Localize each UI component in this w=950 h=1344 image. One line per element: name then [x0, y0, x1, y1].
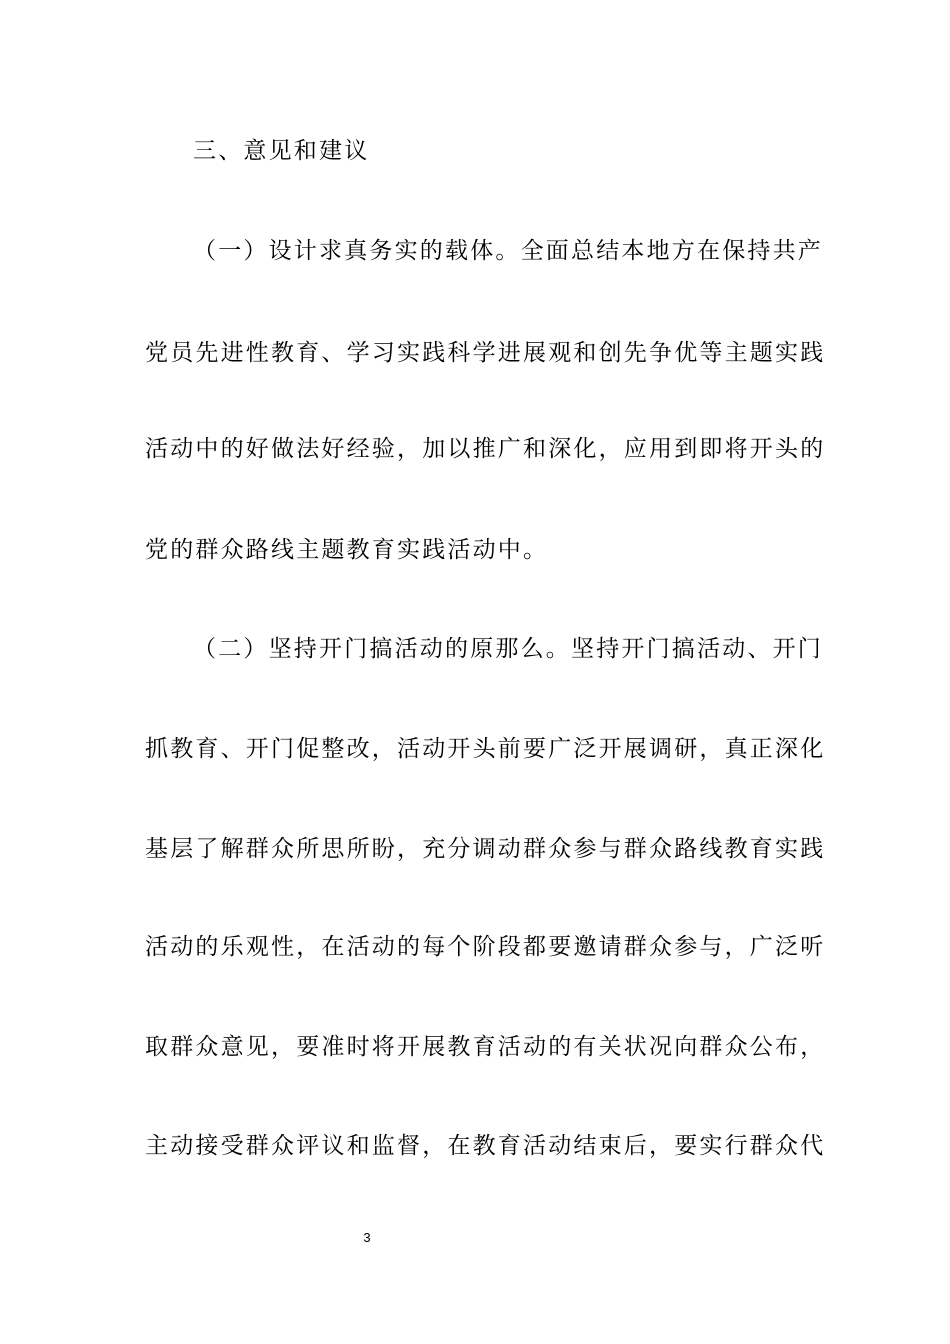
section-heading: 三、意见和建议 [193, 138, 370, 164]
page-number: 3 [363, 1230, 371, 1245]
paragraph-2-line-4: 活动的乐观性，在活动的每个阶段都要邀请群众参与，广泛听 [145, 934, 826, 960]
paragraph-1-line-3: 活动中的好做法好经验，加以推广和深化，应用到即将开头的 [145, 436, 826, 462]
paragraph-2-line-5: 取群众意见，要准时将开展教育活动的有关状况向群众公布， [145, 1034, 826, 1060]
paragraph-2-line-3: 基层了解群众所思所盼，充分调动群众参与群众路线教育实践 [145, 836, 826, 862]
paragraph-2-line-1: （二）坚持开门搞活动的原那么。坚持开门搞活动、开门 [193, 636, 823, 662]
paragraph-1-line-4: 党的群众路线主题教育实践活动中。 [145, 537, 549, 563]
paragraph-1-line-2: 党员先进性教育、学习实践科学进展观和创先争优等主题实践 [145, 340, 826, 366]
paragraph-2-line-6: 主动接受群众评议和监督，在教育活动结束后，要实行群众代 [145, 1133, 826, 1159]
paragraph-2-line-2: 抓教育、开门促整改，活动开头前要广泛开展调研，真正深化 [145, 736, 826, 762]
paragraph-1-line-1: （一）设计求真务实的载体。全面总结本地方在保持共产 [193, 238, 823, 264]
